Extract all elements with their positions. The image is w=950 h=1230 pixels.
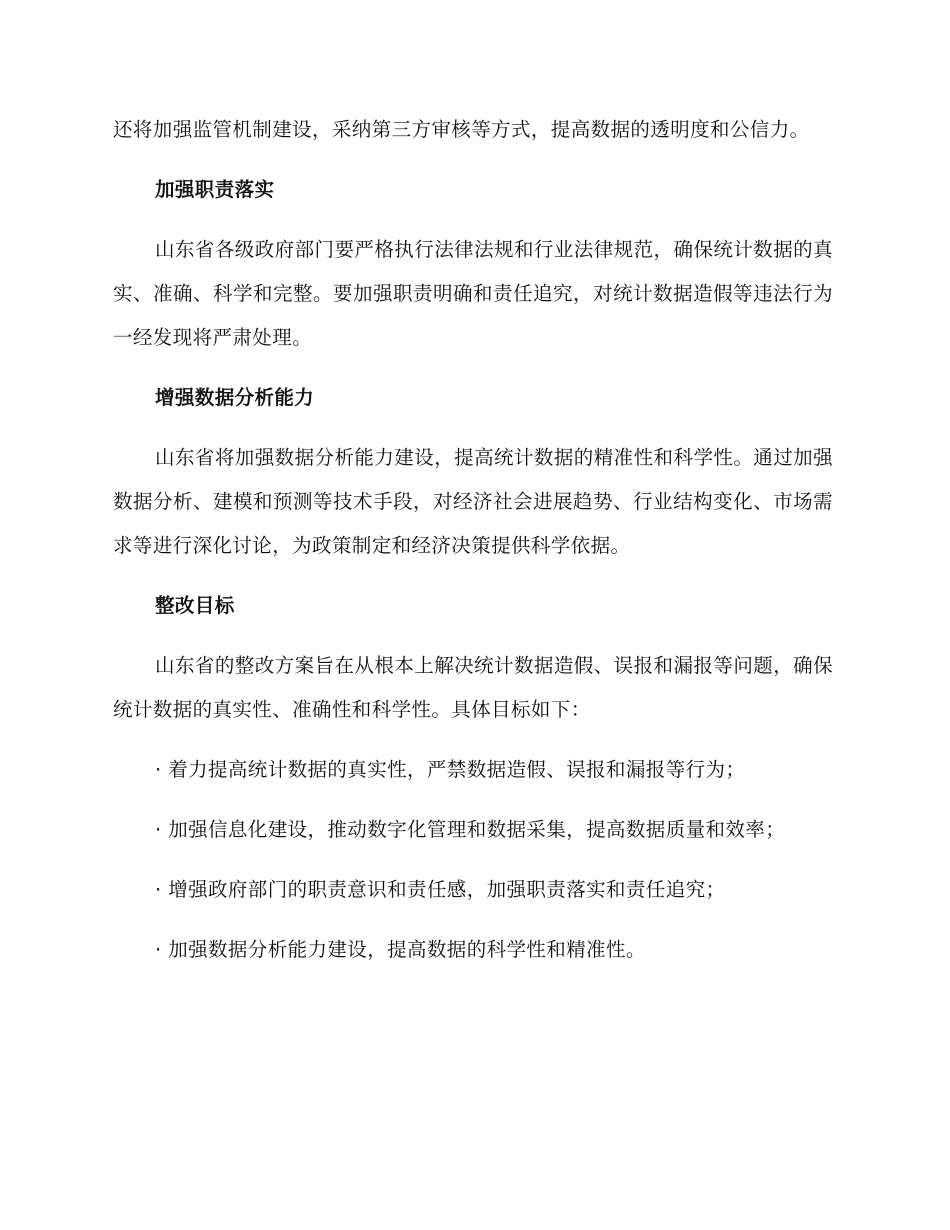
section-body-rectification-goals: 山东省的整改方案旨在从根本上解决统计数据造假、误报和漏报等问题，确保统计数据的真实性、准确性和科学性。具体目标如下： <box>113 654 833 721</box>
goal-list-item: · 加强数据分析能力建设，提高数据的科学性和精准性。 <box>155 938 646 961</box>
spacer <box>113 912 833 928</box>
section-body-responsibility: 山东省各级政府部门要严格执行法律法规和行业法律规范，确保统计数据的真实、准确、科学和完整。要加强职责明确和责任追究，对统计数据造假等违法行为一经发现将严肃处理。 <box>113 238 833 349</box>
goal-list-item: · 加强信息化建设，推动数字化管理和数据采集，提高数据质量和效率； <box>155 818 786 841</box>
spacer <box>113 360 833 376</box>
intro-continuation-paragraph: 还将加强监管机制建设，采纳第三方审核等方式，提高数据的透明度和公信力。 <box>113 118 810 141</box>
goal-list-item: · 增强政府部门的职责意识和责任感，加强职责落实和责任追究； <box>155 878 726 901</box>
spacer <box>113 568 833 584</box>
spacer <box>113 152 833 168</box>
spacer <box>113 212 833 228</box>
spacer <box>113 852 833 868</box>
section-heading-responsibility: 加强职责落实 <box>155 178 275 201</box>
spacer <box>113 792 833 808</box>
section-body-data-analysis: 山东省将加强数据分析能力建设，提高统计数据的精准性和科学性。通过加强数据分析、建模和预测等技术手段，对经济社会进展趋势、行业结构变化、市场需求等进行深化讨论，为政策制定和经济决策提供科学依据。 <box>113 446 833 557</box>
goal-list-item: · 着力提高统计数据的真实性，严禁数据造假、误报和漏报等行为； <box>155 758 746 781</box>
section-heading-data-analysis: 增强数据分析能力 <box>155 386 315 409</box>
spacer <box>113 628 833 644</box>
spacer <box>113 732 833 748</box>
document-content <box>113 108 833 972</box>
spacer <box>113 420 833 436</box>
section-heading-rectification-goals: 整改目标 <box>155 594 235 617</box>
